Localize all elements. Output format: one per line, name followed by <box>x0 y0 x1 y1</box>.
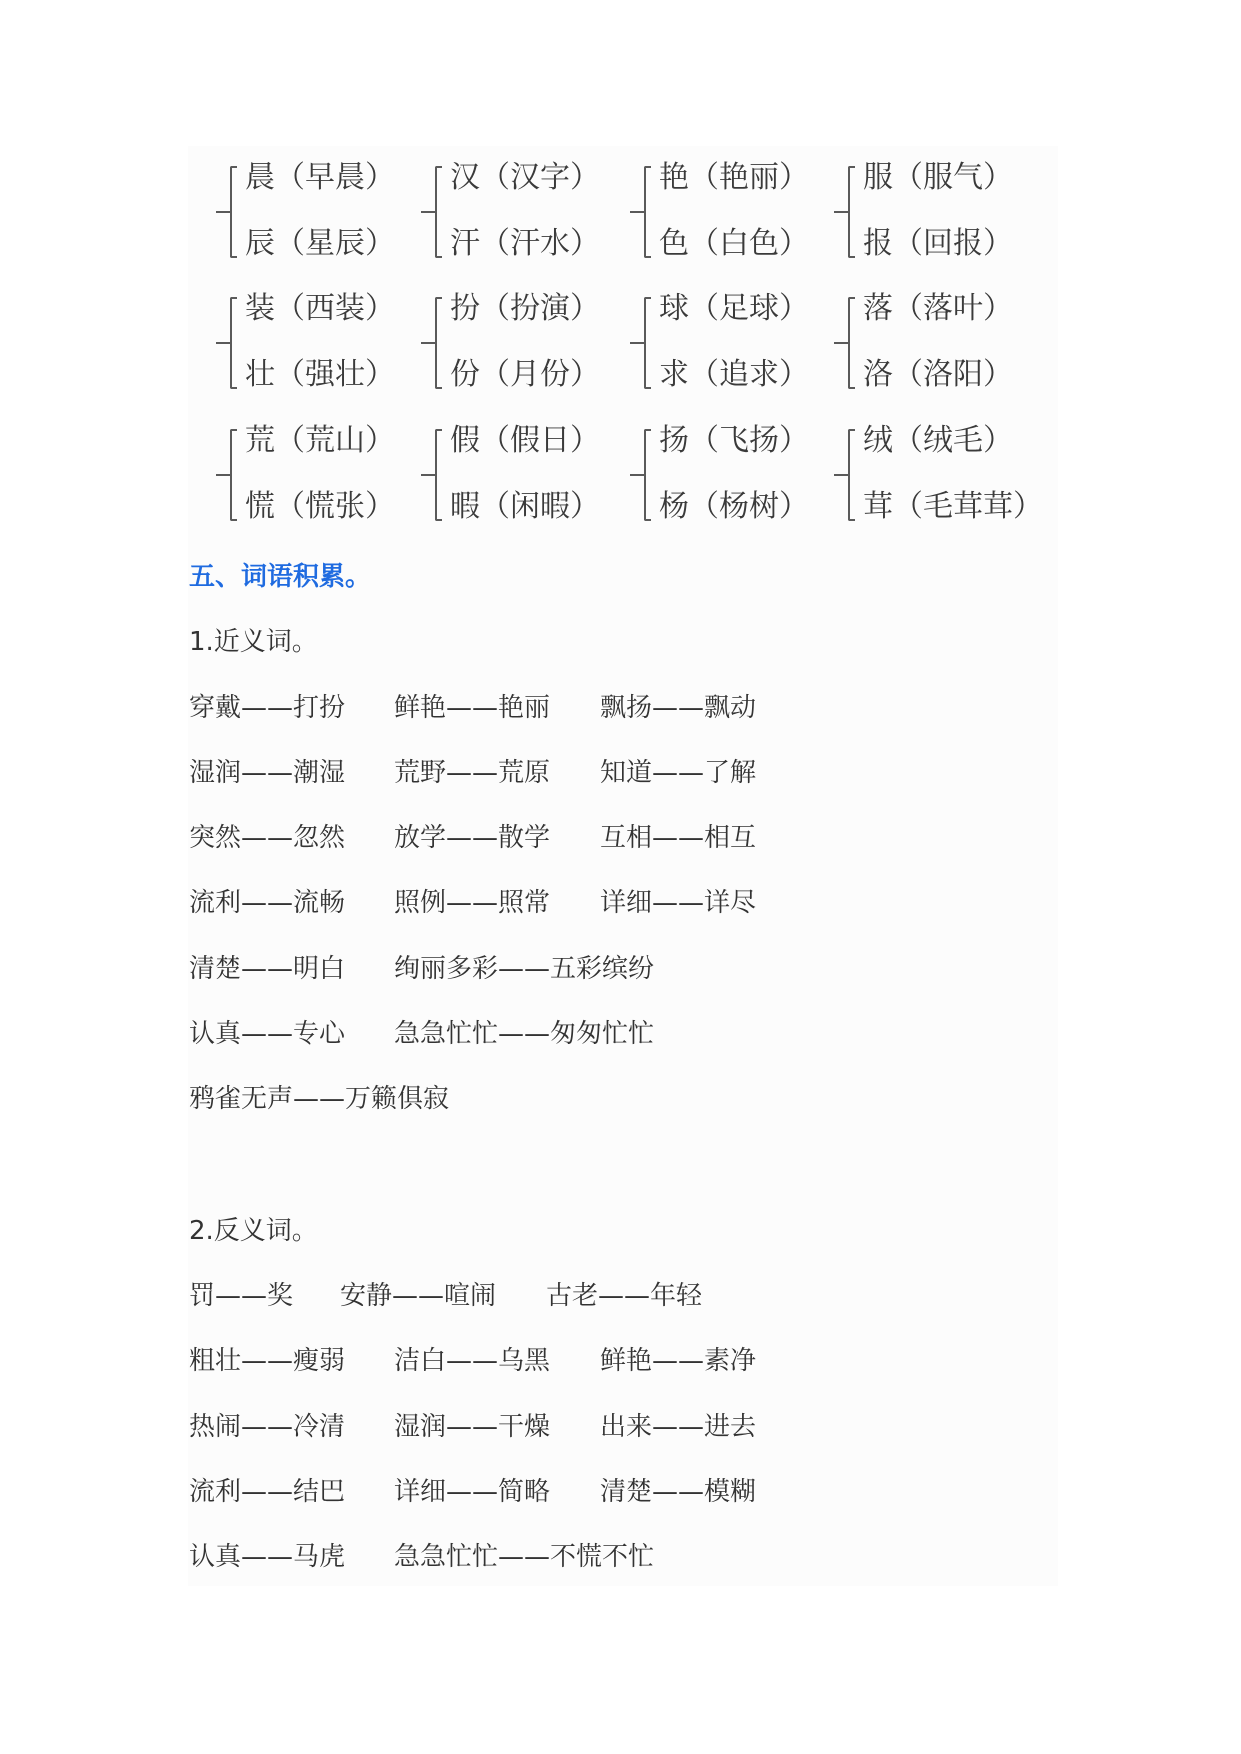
antonym-pair: 认真——马虎 <box>189 1542 346 1572</box>
bracket-item-top: 假（假日） <box>450 423 600 458</box>
synonym-pair: 鸦雀无声——万籁俱寂 <box>189 1084 450 1114</box>
synonym-row <box>189 821 1049 855</box>
bracket-item-bottom: 份（月份） <box>450 357 600 392</box>
brace-icon <box>435 166 442 258</box>
bracket-item-bottom: 洛（洛阳） <box>863 357 1013 392</box>
synonyms-title: 1.近义词。 <box>189 627 318 657</box>
bracket-group <box>834 421 1054 527</box>
bracket-item-top: 荒（荒山） <box>245 423 395 458</box>
synonym-pair: 认真——专心 <box>189 1019 346 1049</box>
antonym-row <box>189 1475 1049 1509</box>
synonym-row <box>189 952 1049 986</box>
synonym-pair: 绚丽多彩——五彩缤纷 <box>394 954 655 984</box>
synonym-pair: 急急忙忙——匆匆忙忙 <box>394 1019 655 1049</box>
bracket-item-top: 绒（绒毛） <box>863 423 1013 458</box>
synonym-pair: 飘扬——飘动 <box>600 693 757 723</box>
synonym-pair: 照例——照常 <box>394 888 551 918</box>
antonyms-title: 2.反义词。 <box>189 1216 318 1246</box>
bracket-item-bottom: 杨（杨树） <box>659 489 809 524</box>
brace-icon <box>230 297 237 389</box>
bracket-item-bottom: 辰（星辰） <box>245 226 395 261</box>
bracket-item-bottom: 报（回报） <box>863 226 1013 261</box>
bracket-item-top: 装（西装） <box>245 291 395 326</box>
antonym-pair: 详细——简略 <box>394 1477 551 1507</box>
synonym-row <box>189 691 1049 725</box>
brace-icon <box>230 166 237 258</box>
bracket-item-top: 晨（早晨） <box>245 160 395 195</box>
bracket-item-top: 扮（扮演） <box>450 291 600 326</box>
antonym-row <box>189 1410 1049 1444</box>
antonym-pair: 粗壮——瘦弱 <box>189 1346 346 1376</box>
brace-icon <box>435 429 442 521</box>
antonym-row <box>189 1344 1049 1378</box>
brace-icon <box>435 297 442 389</box>
bracket-item-bottom: 暇（闲暇） <box>450 489 600 524</box>
synonym-pair: 荒野——荒原 <box>394 758 551 788</box>
antonym-pair: 湿润——干燥 <box>394 1412 551 1442</box>
synonym-pair: 详细——详尽 <box>600 888 757 918</box>
synonym-pair: 清楚——明白 <box>189 954 346 984</box>
synonym-row <box>189 886 1049 920</box>
brace-icon <box>644 297 651 389</box>
section-heading: 五、词语积累。 <box>189 562 372 592</box>
antonym-row <box>189 1279 1049 1313</box>
brace-icon <box>230 429 237 521</box>
bracket-group <box>216 289 436 395</box>
synonym-pair: 突然——忽然 <box>189 823 346 853</box>
brace-icon <box>848 429 855 521</box>
bracket-group <box>421 289 641 395</box>
bracket-item-bottom: 汗（汗水） <box>450 226 600 261</box>
antonym-pair: 清楚——模糊 <box>600 1477 757 1507</box>
brace-icon <box>644 429 651 521</box>
bracket-group <box>216 421 436 527</box>
bracket-item-bottom: 求（追求） <box>659 357 809 392</box>
bracket-group <box>834 289 1054 395</box>
bracket-item-top: 扬（飞扬） <box>659 423 809 458</box>
antonym-pair: 洁白——乌黑 <box>394 1346 551 1376</box>
antonym-pair: 急急忙忙——不慌不忙 <box>394 1542 655 1572</box>
bracket-item-top: 汉（汉字） <box>450 160 600 195</box>
synonym-pair: 鲜艳——艳丽 <box>394 693 551 723</box>
synonym-row <box>189 1082 1049 1116</box>
antonym-pair: 鲜艳——素净 <box>600 1346 757 1376</box>
synonym-pair: 互相——相互 <box>600 823 757 853</box>
antonym-pair: 热闹——冷清 <box>189 1412 346 1442</box>
antonym-pair: 安静——喧闹 <box>340 1281 497 1311</box>
bracket-item-bottom: 色（白色） <box>659 226 809 261</box>
bracket-group <box>630 158 850 264</box>
bracket-item-top: 服（服气） <box>863 160 1013 195</box>
antonym-pair: 流利——结巴 <box>189 1477 346 1507</box>
synonym-row <box>189 1017 1049 1051</box>
antonym-pair: 罚——奖 <box>189 1281 294 1311</box>
synonym-pair: 穿戴——打扮 <box>189 693 346 723</box>
synonym-pair: 知道——了解 <box>600 758 757 788</box>
antonym-pair: 出来——进去 <box>600 1412 757 1442</box>
bracket-group <box>421 421 641 527</box>
bracket-group <box>630 289 850 395</box>
synonym-pair: 湿润——潮湿 <box>189 758 346 788</box>
brace-icon <box>848 297 855 389</box>
bracket-item-top: 艳（艳丽） <box>659 160 809 195</box>
synonym-row <box>189 756 1049 790</box>
brace-icon <box>644 166 651 258</box>
bracket-item-top: 球（足球） <box>659 291 809 326</box>
brace-icon <box>848 166 855 258</box>
antonym-pair: 古老——年轻 <box>546 1281 703 1311</box>
bracket-group <box>216 158 436 264</box>
antonym-row <box>189 1540 1049 1574</box>
bracket-item-bottom: 慌（慌张） <box>245 489 395 524</box>
bracket-item-bottom: 壮（强壮） <box>245 357 395 392</box>
bracket-group <box>421 158 641 264</box>
synonym-pair: 放学——散学 <box>394 823 551 853</box>
bracket-item-top: 落（落叶） <box>863 291 1013 326</box>
bracket-group <box>834 158 1054 264</box>
bracket-item-bottom: 茸（毛茸茸） <box>863 489 1043 524</box>
bracket-group <box>630 421 850 527</box>
synonym-pair: 流利——流畅 <box>189 888 346 918</box>
